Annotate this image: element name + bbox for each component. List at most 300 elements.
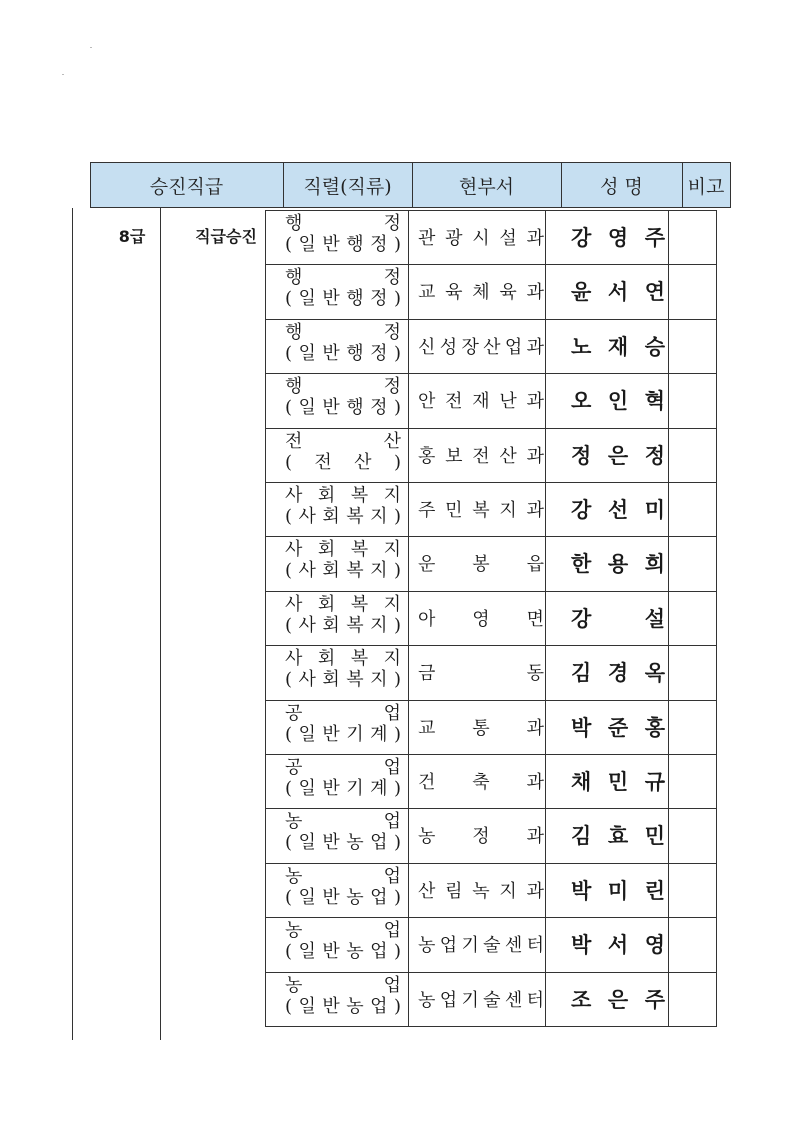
series-name-char: 회 [317, 485, 336, 506]
series-subtype [285, 343, 401, 365]
grid-hline [265, 373, 717, 374]
series-subtype-char: 반 [322, 234, 340, 255]
table-row [265, 482, 717, 536]
name-cell-char: 주 [644, 987, 665, 1012]
series-subtype-char: 회 [322, 614, 340, 636]
series-name-char: 공 [285, 702, 303, 724]
series-subtype-char: 행 [346, 342, 364, 364]
department-cell [418, 917, 544, 971]
department-cell-char: 난 [499, 391, 517, 413]
series-name [285, 595, 401, 615]
department-cell-char: 농 [418, 826, 436, 848]
name-cell-char: 효 [607, 824, 629, 849]
series-name-char: 회 [317, 539, 336, 561]
department-cell-char: 과 [526, 228, 544, 249]
series-subtype [285, 288, 401, 310]
series-cell [285, 377, 401, 425]
department-cell-char: 터 [526, 989, 544, 1011]
series-name-char: 농 [285, 865, 303, 887]
series-subtype-char: ( [285, 723, 293, 745]
series-cell [285, 921, 401, 969]
series-subtype-char: 업 [370, 995, 388, 1017]
series-subtype-char: ( [285, 995, 293, 1017]
department-cell-char: 녹 [472, 880, 490, 902]
series-name [285, 486, 401, 506]
table-row [265, 700, 717, 754]
department-cell-char: 교 [418, 282, 436, 304]
series-subtype-char: ) [393, 614, 401, 636]
series-subtype-char: ( [285, 832, 293, 854]
series-name-char: 전 [285, 430, 303, 452]
series-subtype-char: ( [285, 941, 293, 963]
header-department: 현부서 [412, 162, 561, 208]
name-cell-char: 강 [571, 226, 592, 250]
name-cell-char: 서 [607, 933, 629, 958]
name-cell-char: 정 [644, 443, 665, 468]
department-cell-char: 금 [418, 663, 436, 685]
series-name-char: 사 [285, 593, 303, 615]
name-cell-char: 채 [571, 770, 592, 794]
series-subtype-char: ( [285, 342, 293, 364]
series-name-char: 행 [285, 267, 303, 289]
department-cell-char: 영 [472, 608, 490, 630]
grid-hline [265, 482, 717, 483]
series-name-char: 회 [317, 593, 336, 615]
department-cell-char: 성 [439, 336, 458, 358]
department-cell [418, 972, 544, 1026]
department-cell [418, 591, 544, 645]
series-name [285, 377, 401, 397]
series-name-char: 정 [383, 376, 401, 398]
series-name-char: 산 [383, 430, 401, 452]
name-cell-char: 희 [644, 552, 665, 577]
department-cell-char: 지 [499, 880, 517, 902]
series-subtype-char: 정 [370, 234, 388, 255]
series-name-char: 행 [285, 213, 303, 234]
series-cell [285, 758, 401, 806]
department-cell-char: 광 [445, 228, 463, 249]
series-subtype-char: 산 [354, 451, 372, 473]
series-name-char: 복 [350, 485, 369, 506]
name-cell-char: 은 [607, 987, 629, 1012]
name-cell [571, 210, 665, 264]
series-name [285, 704, 401, 724]
grid-vline [716, 210, 717, 1026]
name-cell-char: 미 [644, 498, 665, 522]
department-cell-char: 터 [526, 935, 544, 957]
series-subtype-char: 회 [322, 669, 340, 691]
series-subtype-char: 사 [298, 506, 316, 527]
series-subtype-char: 복 [346, 669, 364, 691]
series-cell [285, 812, 401, 860]
series-cell [285, 486, 401, 534]
promotion-type-cell: 직급승진 [195, 227, 257, 246]
department-cell-char: 운 [418, 554, 436, 576]
series-subtype-char: ) [393, 723, 401, 745]
department-cell [418, 536, 544, 590]
series-subtype-char: 일 [298, 234, 316, 255]
series-subtype-char: 계 [370, 723, 388, 745]
series-name-char: 농 [285, 920, 303, 942]
name-cell-char: 미 [607, 878, 629, 903]
department-cell-char: 건 [418, 772, 436, 793]
series-subtype-char: 농 [346, 941, 364, 963]
series-subtype-char: ( [285, 886, 293, 908]
series-subtype-char: 일 [298, 832, 316, 854]
department-cell [418, 808, 544, 862]
series-subtype-char: 지 [370, 669, 388, 691]
name-cell [571, 319, 665, 373]
name-cell [571, 482, 665, 536]
header-series: 직렬(직류) [283, 162, 412, 208]
series-subtype-char: ) [393, 451, 401, 473]
series-name [285, 758, 401, 778]
department-cell-char: 과 [526, 880, 544, 902]
series-subtype [285, 615, 401, 637]
series-cell [285, 649, 401, 697]
series-subtype-char: ) [393, 288, 401, 310]
department-cell [418, 428, 544, 482]
series-subtype-char: 반 [322, 723, 340, 745]
name-cell-char: 오 [571, 389, 592, 414]
series-subtype-char: ) [393, 886, 401, 908]
series-subtype-char: 기 [346, 723, 364, 745]
series-subtype-char: 복 [346, 560, 364, 582]
series-subtype [285, 506, 401, 528]
series-cell [285, 432, 401, 480]
table-row [265, 863, 717, 917]
grid-hline [265, 863, 717, 864]
name-cell-char: 박 [571, 933, 592, 958]
department-cell-char: 재 [472, 391, 490, 413]
series-name-char: 회 [317, 648, 336, 670]
name-cell [571, 645, 665, 699]
series-subtype-char: 반 [322, 995, 340, 1017]
grid-vline [412, 162, 413, 208]
department-cell [418, 482, 544, 536]
series-subtype-char: ( [285, 778, 293, 799]
name-cell [571, 700, 665, 754]
series-subtype-char: ) [393, 342, 401, 364]
name-cell-char: 강 [571, 498, 592, 522]
series-subtype-char: ( [285, 234, 293, 255]
name-cell [571, 536, 665, 590]
name-cell [571, 863, 665, 917]
series-cell [285, 704, 401, 752]
series-subtype-char: 지 [370, 560, 388, 582]
series-subtype-char: 농 [346, 886, 364, 908]
grid-vline [545, 210, 546, 1026]
department-cell-char: 민 [445, 500, 463, 521]
series-subtype-char: ) [393, 778, 401, 799]
name-cell [571, 373, 665, 427]
series-cell [285, 323, 401, 371]
grid-vline [408, 210, 409, 1026]
department-cell-char: 읍 [526, 554, 544, 576]
department-cell-char: 업 [439, 935, 458, 957]
series-subtype [285, 452, 401, 474]
name-cell-char: 정 [571, 443, 592, 468]
series-name-char: 복 [350, 648, 369, 670]
series-name-char: 지 [383, 485, 401, 506]
series-name-char: 농 [285, 974, 303, 996]
department-cell-char: 센 [504, 989, 523, 1011]
table-row [265, 319, 717, 373]
grid-vline [283, 162, 284, 208]
series-subtype-char: ) [393, 234, 401, 255]
grid-hline [265, 264, 717, 265]
series-subtype [285, 560, 401, 582]
department-cell-char: 과 [526, 717, 544, 739]
grid-hline [265, 972, 717, 973]
series-name [285, 649, 401, 669]
name-cell-char: 김 [571, 824, 592, 849]
department-cell-char: 술 [483, 935, 501, 957]
department-cell-char: 기 [461, 935, 479, 957]
table-row [265, 264, 717, 318]
series-name-char: 공 [285, 757, 303, 778]
grid-hline [265, 808, 717, 809]
series-subtype-char: ) [393, 995, 401, 1017]
grid-vline [72, 208, 73, 1040]
series-subtype-char: 기 [346, 778, 364, 799]
department-cell-char: 육 [499, 282, 517, 304]
series-name [285, 432, 401, 452]
series-subtype-char: 업 [370, 886, 388, 908]
table-row [265, 373, 717, 427]
department-cell-char: 전 [445, 391, 463, 413]
series-subtype-char: 복 [346, 506, 364, 527]
table-row [265, 536, 717, 590]
table-row [265, 428, 717, 482]
series-name-char: 정 [383, 213, 401, 234]
department-cell-char: 업 [439, 989, 458, 1011]
department-cell-char: 과 [526, 826, 544, 848]
table-row [265, 210, 717, 264]
department-cell-char: 정 [472, 826, 490, 848]
department-cell-char: 육 [445, 282, 463, 304]
grid-vline [682, 162, 683, 208]
department-cell-char: 보 [445, 445, 463, 467]
series-name-char: 행 [285, 321, 303, 343]
series-subtype-char: ) [393, 397, 401, 419]
scan-speck [90, 47, 92, 48]
series-name-char: 농 [285, 811, 303, 833]
series-subtype-char: 반 [322, 832, 340, 854]
series-subtype-char: 일 [298, 723, 316, 745]
department-cell-char: 장 [461, 336, 479, 358]
name-cell-char: 영 [607, 226, 629, 250]
department-cell-char: 산 [499, 445, 517, 467]
department-cell [418, 754, 544, 808]
series-name-char: 지 [383, 593, 401, 615]
department-cell-char: 교 [418, 717, 436, 739]
department-cell-char: 지 [499, 500, 517, 521]
department-cell [418, 645, 544, 699]
series-subtype [285, 887, 401, 909]
grid-hline [265, 700, 717, 701]
series-name [285, 214, 401, 234]
name-cell-char: 노 [571, 334, 592, 359]
series-name-char: 복 [350, 593, 369, 615]
series-name-char: 업 [383, 757, 401, 778]
name-cell-char: 강 [571, 606, 592, 631]
series-subtype-char: 반 [322, 342, 340, 364]
series-subtype-char: 정 [370, 288, 388, 310]
grid-vline [730, 162, 731, 208]
series-cell [285, 214, 401, 262]
department-cell [418, 863, 544, 917]
series-cell [285, 867, 401, 915]
name-cell-char: 선 [607, 498, 629, 522]
name-cell [571, 917, 665, 971]
series-subtype-char: 사 [298, 560, 316, 582]
header-name: 성 명 [561, 162, 682, 208]
series-name-char: 업 [383, 811, 401, 833]
series-subtype-char: ( [285, 288, 293, 310]
name-cell-char: 서 [607, 280, 629, 305]
name-cell [571, 264, 665, 318]
series-subtype-char: ) [393, 669, 401, 691]
name-cell-char: 준 [607, 715, 629, 740]
name-cell [571, 808, 665, 862]
series-subtype-char: 업 [370, 941, 388, 963]
series-subtype-char: 행 [346, 397, 364, 419]
grid-vline [561, 162, 562, 208]
series-subtype-char: 일 [298, 941, 316, 963]
name-cell-char: 주 [644, 226, 665, 250]
grid-vline [265, 210, 266, 1026]
series-subtype-char: ) [393, 832, 401, 854]
department-cell-char: 통 [472, 717, 490, 739]
series-cell [285, 595, 401, 643]
name-cell-char: 박 [571, 878, 592, 903]
table-row [265, 591, 717, 645]
department-cell-char: 설 [499, 228, 517, 249]
series-subtype-char: 반 [322, 288, 340, 310]
grid-vline [668, 210, 669, 1026]
series-name-char: 지 [383, 539, 401, 561]
name-cell-char: 홍 [644, 715, 665, 740]
scan-speck [62, 74, 64, 75]
series-name [285, 268, 401, 288]
department-cell-char: 농 [418, 989, 436, 1011]
series-name [285, 540, 401, 560]
name-cell-char: 영 [644, 933, 665, 958]
series-subtype [285, 832, 401, 854]
department-cell-char: 업 [504, 336, 523, 358]
department-cell-char: 시 [472, 228, 490, 249]
name-cell [571, 754, 665, 808]
department-cell-char: 아 [418, 608, 436, 630]
department-cell-char: 기 [461, 989, 479, 1011]
department-cell [418, 700, 544, 754]
series-subtype [285, 941, 401, 963]
series-name [285, 323, 401, 343]
series-subtype-char: 지 [370, 614, 388, 636]
grid-hline [265, 1026, 717, 1027]
department-cell-char: 과 [526, 772, 544, 793]
department-cell-char: 림 [445, 880, 463, 902]
series-subtype-char: 반 [322, 941, 340, 963]
department-cell-char: 과 [526, 336, 544, 358]
grid-hline [265, 754, 717, 755]
department-cell-char: 체 [472, 282, 490, 304]
grid-hline [265, 536, 717, 537]
series-subtype [285, 234, 401, 256]
series-subtype-char: 농 [346, 995, 364, 1017]
series-name-char: 업 [383, 974, 401, 996]
series-name-char: 정 [383, 321, 401, 343]
department-cell-char: 봉 [472, 554, 490, 576]
grade-cell: 8급 [118, 227, 146, 246]
name-cell-char: 승 [644, 334, 665, 359]
series-name [285, 867, 401, 887]
department-cell-char: 농 [418, 935, 436, 957]
series-subtype-char: 전 [314, 451, 332, 473]
series-subtype-char: 일 [298, 397, 316, 419]
series-name-char: 사 [285, 539, 303, 561]
series-subtype-char: 일 [298, 342, 316, 364]
table-row [265, 808, 717, 862]
series-subtype-char: ( [285, 669, 293, 691]
series-subtype-char: 일 [298, 288, 316, 310]
name-cell-char: 린 [644, 878, 665, 903]
name-cell [571, 428, 665, 482]
department-cell [418, 264, 544, 318]
series-subtype-char: 일 [298, 995, 316, 1017]
department-cell-char: 안 [418, 391, 436, 413]
grid-hline [265, 917, 717, 918]
series-subtype-char: 복 [346, 614, 364, 636]
department-cell [418, 373, 544, 427]
department-cell-char: 과 [526, 282, 544, 304]
series-subtype-char: 사 [298, 614, 316, 636]
series-subtype-char: ( [285, 506, 293, 527]
series-name-char: 업 [383, 702, 401, 724]
name-cell-char: 규 [644, 770, 665, 794]
series-subtype-char: 반 [322, 778, 340, 799]
series-subtype-char: ( [285, 614, 293, 636]
header-promotion-grade: 승진직급 [90, 162, 283, 208]
series-subtype-char: 업 [370, 832, 388, 854]
series-subtype-char: 사 [298, 669, 316, 691]
series-subtype-char: 계 [370, 778, 388, 799]
name-cell-char: 김 [571, 661, 592, 686]
department-cell-char: 과 [526, 391, 544, 413]
series-subtype [285, 778, 401, 800]
series-name-char: 업 [383, 865, 401, 887]
series-subtype [285, 996, 401, 1018]
department-cell-char: 축 [472, 772, 490, 793]
department-cell-char: 복 [472, 500, 490, 521]
name-cell-char: 민 [607, 770, 629, 794]
name-cell-char: 용 [607, 552, 629, 577]
department-cell [418, 210, 544, 264]
department-cell-char: 전 [472, 445, 490, 467]
department-cell-char: 술 [483, 989, 501, 1011]
series-name [285, 921, 401, 941]
series-cell [285, 976, 401, 1024]
series-subtype-char: 일 [298, 886, 316, 908]
grid-vline [90, 162, 91, 208]
department-cell-char: 산 [418, 880, 436, 902]
department-cell-char: 산 [483, 336, 501, 358]
name-cell-char: 옥 [644, 661, 665, 686]
series-subtype-char: ( [285, 451, 293, 473]
grid-hline [265, 645, 717, 646]
department-cell-char: 관 [418, 228, 436, 249]
